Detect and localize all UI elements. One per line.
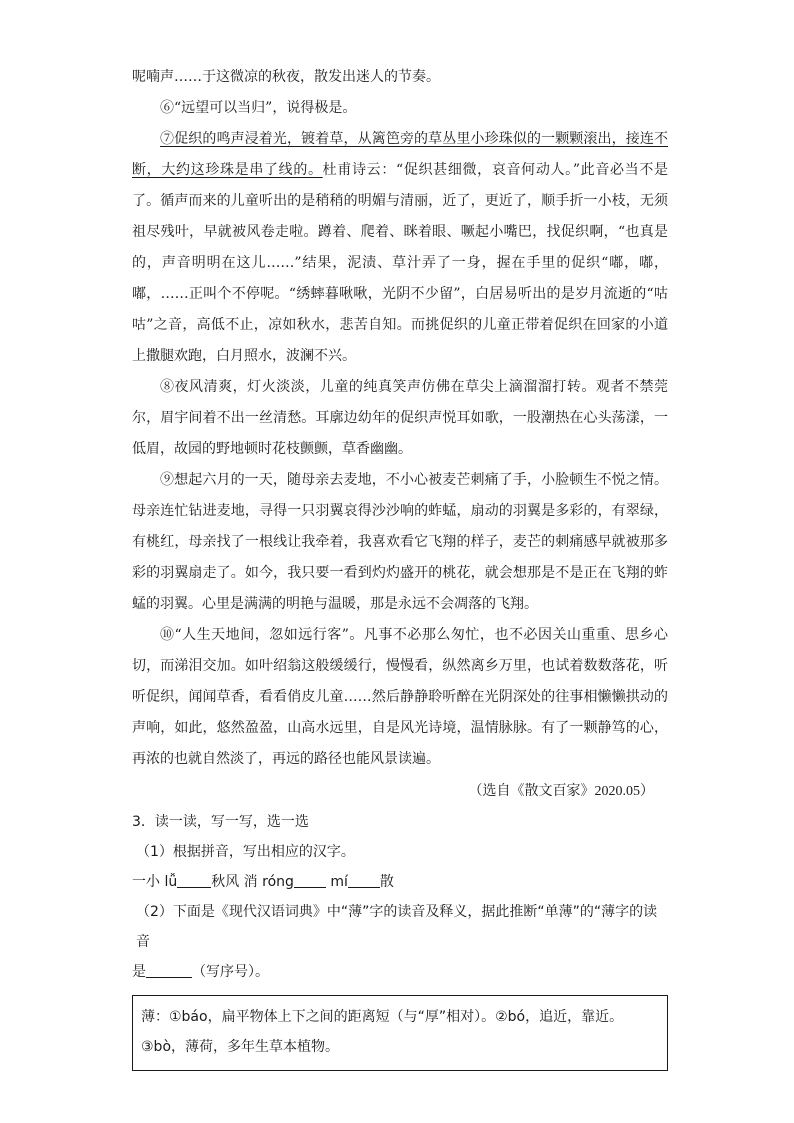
paragraph-9: ⑨想起六月的一天，随母亲去麦地，不小心被麦芒刺痛了手，小脸顿生不悦之情。母亲连忙钻进麦地，寻得一只羽翼哀得沙沙响的蚱蜢，扇动的羽翼是多彩的，有翠绿，有桃红，母亲找了一根线让我牵着，我喜欢看它飞翔的样子，麦芒的刺痛感早就被那多彩的羽翼扇走了。如今，我只要一看到灼灼盛开的桃花，就会想那是不是正在飞翔的蚱蜢的羽翼。心里是满满的明艳与温暖，那是永远不会凋落的飞翔。: [132, 472, 668, 612]
pinyin-word-1: 秋风 消: [211, 874, 263, 890]
subquestion-1: （1）根据拼音，写出相应的汉字。: [136, 844, 355, 860]
answer-blank-1[interactable]: [177, 872, 211, 888]
paragraph-10: ⑩“人生天地间，忽如远行客”。凡事不必那么匆忙，也不必因关山重重、思乡心切，而涕泪交加。如叶绍翁这般缓缓行，慢慢看，纵然离乡万里，也试着数数落花，听听促织，闻闻草香，看看俏皮儿童……然后静静聆听醉在光阴深处的往事相懒懒拱动的声响，如此，悠然盈盈，山高水远里，自是风光诗境，温情脉脉。有了一颗静笃的心，再浓的也就自然淡了，再远的路径也能风景读遍。: [132, 627, 668, 767]
paragraph-8: ⑧夜风清爽，灯火淡淡，儿童的纯真笑声仿佛在草尖上滴溜溜打转。观者不禁莞尔，眉宇间着不出一丝清愁。耳廓边幼年的促织声悦耳如歌，一股潮热在心头荡漾，一低眉，故园的野地顿时花枝颤颤，草香幽幽。: [132, 379, 668, 457]
answer-blank-3[interactable]: [348, 872, 380, 888]
pinyin-1: lǚ: [164, 874, 178, 890]
pinyin-line: [132, 867, 668, 897]
dictionary-definition-box: 薄：①báo，扁平物体上下之间的距离短（与“厚”相对）。②bó，追近，靠近。③bò，薄荷，多年生草本植物。: [132, 995, 668, 1071]
answer-prefix: 是: [132, 964, 146, 980]
pinyin-2: róng: [262, 874, 294, 890]
paragraph-continuation: 呢喃声……于这微凉的秋夜，散发出迷人的节奏。: [132, 69, 440, 85]
subquestion-2: （2）下面是《现代汉语词典》中“薄”字的读音及释义，据此推断“单薄”的“薄字的读音: [136, 904, 658, 950]
pinyin-prefix: 一小: [132, 874, 165, 890]
answer-blank-2[interactable]: [294, 872, 326, 888]
content-column: [132, 62, 668, 1071]
pinyin-word-3: 散: [379, 874, 394, 890]
question-title: 3．读一读，写一写，选一选: [132, 814, 309, 830]
underlined-sentence: ⑦促织的鸣声浸着光，镀着草，从篱笆旁的草丛里小珍珠似的一颗颗滚出，接连不断，大约这珍珠是串了线的。: [132, 131, 668, 178]
answer-suffix: （写序号）。: [192, 964, 269, 980]
answer-blank-4[interactable]: [146, 962, 192, 978]
paragraph-7-rest: 杜甫诗云：“促织甚细微，哀音何动人。”此音必当不是了。循声而来的儿童听出的是稍稍的明媚与清丽，近了，更近了，顺手折一小枝，无须祖尽残叶，早就被风卷走啦。蹲着、爬着、眯着眼、噘起小嘴巴，找促织啊，“也真是的，声音明明在这儿……”结果，泥渍、草汁弄了一身，握在手里的促织“嘟，嘟，嘟，……正叫个不停呢。“绣蟀暮啾啾，光阴不少留”，白居易听出的是岁月流逝的“咕咕”之音，高低不止，凉如秋水，悲苦自知。而挑促织的儿童正带着促织在回家的小道上撒腿欢跑，白月照水，波澜不兴。: [132, 162, 668, 364]
paragraph-6: ⑥“远望可以当归”，说得极是。: [160, 100, 357, 116]
subquestion-2-answer-line: [132, 957, 668, 987]
paragraph-7: [132, 124, 668, 372]
source-citation: （选自《散文百家》2020.05）: [468, 784, 654, 799]
pinyin-3: mí: [330, 874, 348, 890]
